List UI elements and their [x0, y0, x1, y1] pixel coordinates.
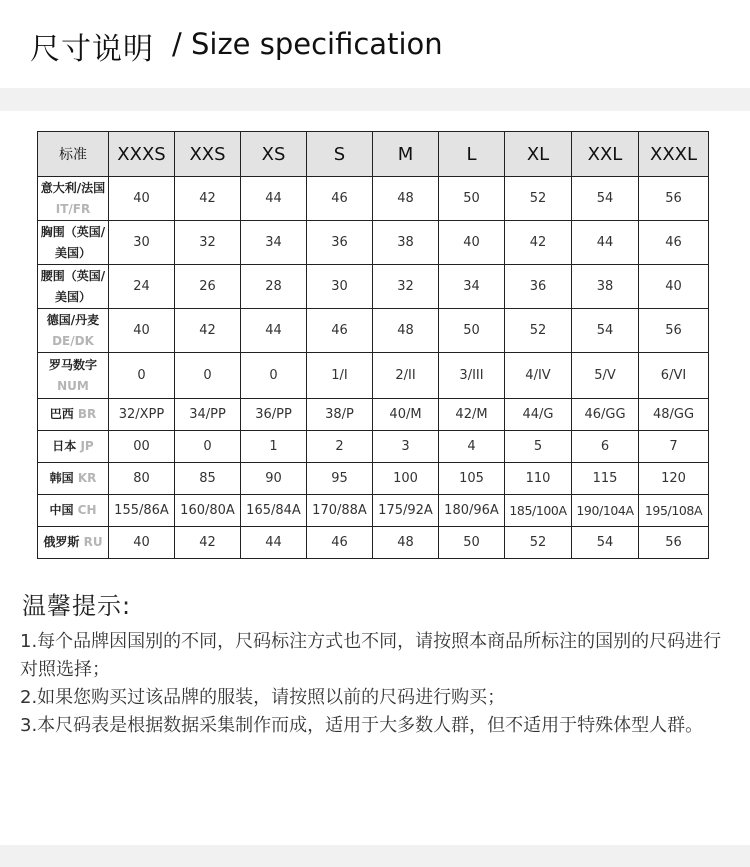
table-cell: 50: [439, 177, 505, 221]
table-row: [38, 221, 709, 265]
table-cell: 34/PP: [175, 399, 241, 431]
table-cell: 30: [109, 221, 175, 265]
table-cell: 3: [373, 431, 439, 463]
size-header: XXL: [572, 132, 639, 177]
row-country-code: KR: [77, 471, 97, 485]
table-cell: 46: [307, 177, 373, 221]
table-cell: 54: [572, 309, 639, 353]
row-label: [38, 265, 109, 309]
table-cell: 46/GG: [572, 399, 639, 431]
table-cell: 38/P: [307, 399, 373, 431]
size-table: [37, 131, 709, 559]
row-label-text: 日本: [52, 439, 77, 453]
table-cell: 28: [241, 265, 307, 309]
table-cell: 80: [109, 463, 175, 495]
table-cell: 26: [175, 265, 241, 309]
table-cell: 44: [572, 221, 639, 265]
table-row: [38, 309, 709, 353]
table-cell: 42: [175, 177, 241, 221]
table-cell: 32/XPP: [109, 399, 175, 431]
table-cell: 56: [639, 527, 709, 559]
divider-band: [0, 88, 750, 111]
table-cell: 50: [439, 309, 505, 353]
table-cell: 2: [307, 431, 373, 463]
table-cell: 4/IV: [505, 353, 572, 399]
row-label: [38, 309, 109, 353]
row-label-text: 巴西: [49, 407, 74, 421]
table-cell: 5/V: [572, 353, 639, 399]
row-country-code: DE/DK: [52, 333, 94, 348]
table-cell: 48: [373, 309, 439, 353]
table-cell: 46: [307, 527, 373, 559]
table-cell: 44/G: [505, 399, 572, 431]
size-header: XXXS: [109, 132, 175, 177]
row-country-code: RU: [83, 535, 103, 549]
table-cell: 36: [307, 221, 373, 265]
row-label-text: 腰围（英国/美国）: [40, 268, 106, 304]
table-cell: 44: [241, 527, 307, 559]
table-cell: 1: [241, 431, 307, 463]
table-cell: 110: [505, 463, 572, 495]
page-title-en: / Size specification: [172, 27, 443, 61]
table-cell: 52: [505, 309, 572, 353]
table-cell: 00: [109, 431, 175, 463]
row-label-text: 俄罗斯: [43, 535, 80, 549]
size-header: XS: [241, 132, 307, 177]
size-header: S: [307, 132, 373, 177]
table-cell: 165/84A: [241, 495, 307, 527]
table-cell: 42: [175, 309, 241, 353]
table-cell: 48/GG: [639, 399, 709, 431]
table-cell: 24: [109, 265, 175, 309]
table-row: [38, 463, 709, 495]
size-header: XXXL: [639, 132, 709, 177]
table-cell: 0: [109, 353, 175, 399]
table-cell: 48: [373, 177, 439, 221]
table-row: [38, 399, 709, 431]
table-cell: 4: [439, 431, 505, 463]
table-cell: 7: [639, 431, 709, 463]
table-cell: 56: [639, 309, 709, 353]
table-cell: 3/III: [439, 353, 505, 399]
size-header: M: [373, 132, 439, 177]
table-cell: 85: [175, 463, 241, 495]
table-cell: 46: [307, 309, 373, 353]
row-label-text: 德国/丹麦: [46, 312, 100, 327]
table-cell: 42: [505, 221, 572, 265]
table-cell: 5: [505, 431, 572, 463]
table-cell: 170/88A: [307, 495, 373, 527]
table-cell: 34: [439, 265, 505, 309]
page-title-cn: 尺寸说明: [30, 32, 154, 67]
table-cell: 185/100A: [505, 495, 572, 527]
table-cell: 44: [241, 309, 307, 353]
row-country-code: CH: [77, 503, 97, 517]
table-row: [38, 495, 709, 527]
table-cell: 32: [373, 265, 439, 309]
table-cell: 105: [439, 463, 505, 495]
tip-item: 1.每个品牌因国别的不同，尺码标注方式也不同，请按照本商品所标注的国别的尺码进行对照选择；: [20, 631, 722, 680]
table-cell: 38: [373, 221, 439, 265]
table-cell: 44: [241, 177, 307, 221]
table-cell: 40: [439, 221, 505, 265]
table-cell: 90: [241, 463, 307, 495]
tip-item: 3.本尺码表是根据数据采集制作而成，适用于大多数人群，但不适用于特殊体型人群。: [20, 715, 704, 736]
table-cell: 0: [241, 353, 307, 399]
table-cell: 52: [505, 527, 572, 559]
table-cell: 195/108A: [639, 495, 709, 527]
table-row: [38, 265, 709, 309]
table-cell: 175/92A: [373, 495, 439, 527]
row-country-code: IT/FR: [55, 201, 91, 216]
table-cell: 54: [572, 177, 639, 221]
table-cell: 36: [505, 265, 572, 309]
row-label: [38, 399, 109, 431]
row-label-text: 韩国: [49, 471, 74, 485]
table-cell: 48: [373, 527, 439, 559]
table-cell: 42/M: [439, 399, 505, 431]
table-cell: 40: [639, 265, 709, 309]
table-cell: 160/80A: [175, 495, 241, 527]
table-cell: 0: [175, 431, 241, 463]
table-cell: 38: [572, 265, 639, 309]
table-cell: 190/104A: [572, 495, 639, 527]
table-cell: 6: [572, 431, 639, 463]
size-header: XXS: [175, 132, 241, 177]
table-cell: 32: [175, 221, 241, 265]
table-cell: 34: [241, 221, 307, 265]
row-label: [38, 221, 109, 265]
row-label: [38, 463, 109, 495]
table-cell: 40: [109, 177, 175, 221]
table-cell: 40: [109, 527, 175, 559]
table-row: [38, 527, 709, 559]
table-header-row: [38, 132, 709, 177]
table-cell: 0: [175, 353, 241, 399]
table-cell: 6/VI: [639, 353, 709, 399]
table-cell: 54: [572, 527, 639, 559]
table-cell: 46: [639, 221, 709, 265]
table-cell: 40: [109, 309, 175, 353]
table-cell: 30: [307, 265, 373, 309]
table-cell: 155/86A: [109, 495, 175, 527]
table-cell: 180/96A: [439, 495, 505, 527]
table-row: [38, 353, 709, 399]
table-row: [38, 431, 709, 463]
row-label: [38, 353, 109, 399]
tips-title: 温馨提示:: [22, 592, 132, 620]
table-cell: 40/M: [373, 399, 439, 431]
row-country-code: BR: [77, 407, 97, 421]
row-label-text: 胸围（英国/美国）: [40, 224, 106, 260]
footer-band: [0, 845, 750, 867]
row-label: [38, 431, 109, 463]
row-label: [38, 527, 109, 559]
row-label-text: 意大利/法国: [40, 180, 106, 195]
table-cell: 36/PP: [241, 399, 307, 431]
table-cell: 50: [439, 527, 505, 559]
row-label-text: 罗马数字: [48, 357, 97, 372]
table-cell: 2/II: [373, 353, 439, 399]
table-cell: 115: [572, 463, 639, 495]
row-country-code: JP: [80, 439, 94, 453]
corner-header: 标准: [38, 132, 109, 177]
table-row: [38, 177, 709, 221]
table-cell: 120: [639, 463, 709, 495]
row-country-code: NUM: [57, 378, 89, 393]
size-header: XL: [505, 132, 572, 177]
tip-item: 2.如果您购买过该品牌的服装，请按照以前的尺码进行购买；: [20, 687, 506, 708]
table-cell: 42: [175, 527, 241, 559]
size-header: L: [439, 132, 505, 177]
header: [0, 0, 750, 88]
row-label: [38, 495, 109, 527]
table-cell: 95: [307, 463, 373, 495]
table-cell: 52: [505, 177, 572, 221]
table-cell: 100: [373, 463, 439, 495]
tips-list: [20, 628, 736, 740]
row-label: [38, 177, 109, 221]
row-label-text: 中国: [49, 503, 74, 517]
table-cell: 56: [639, 177, 709, 221]
table-cell: 1/I: [307, 353, 373, 399]
